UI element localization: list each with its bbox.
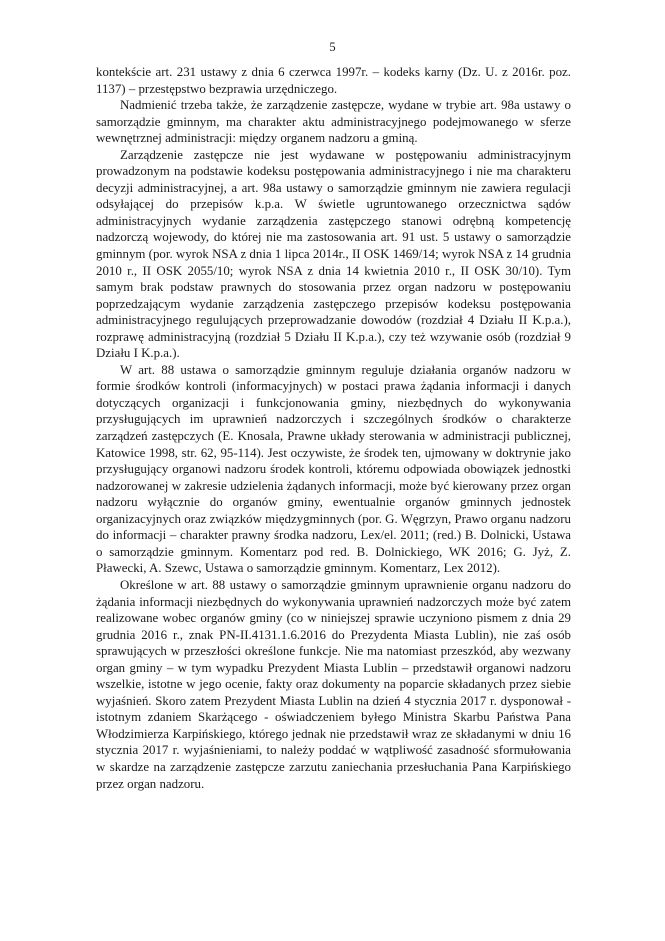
paragraph-administrative-procedure: Zarządzenie zastępcze nie jest wydawane w postępowaniu administracyjnym prowadzonym na podstawie kodeksu postępowania administracyjnego i nie ma charakteru decyzji administracyjnej, a art. 98a ustawy o samorządzie gminnym nie zawiera regulacji odsyłającej do przepisów k.p.a. W świetle ugruntowanego orzecznictwa sądów administracyjnych wydanie zarządzenia zastępczego stanowi odrębną kompetencję nadzorczą wojewody, do której nie ma zastosowania art. 91 ust. 5 ustawy o samorządzie gminnym (por. wyrok NSA z dnia 1 lipca 2014r., II OSK 1469/14; wyrok NSA z 14 grudnia 2010 r., II OSK 2055/10; wyrok NSA z dnia 14 kwietnia 2010 r., II OSK 30/10). Tym samym brak podstaw prawnych do stosowania przez organ nadzoru w postępowaniu poprzedzającym wydanie zarządzenia zastępczego przepisów kodeksu postępowania administracyjnego regulujących przeprowadzanie dowodów (rozdział 4 Działu II K.p.a.), rozprawę administracyjną (rozdział 5 Działu II K.p.a.), czy też wzywanie osób (rozdział 9 Działu I K.p.a.).	[96, 147, 571, 361]
document-body	[96, 64, 571, 792]
paragraph-continuation: kontekście art. 231 ustawy z dnia 6 czerwca 1997r. – kodeks karny (Dz. U. z 2016r. poz. 1137) – przestępstwo bezprawia urzędniczego.	[96, 65, 571, 96]
paragraph-replacement-order-nature: Nadmienić trzeba także, że zarządzenie zastępcze, wydane w trybie art. 98a ustawy o samorządzie gminnym, ma charakter aktu administracyjnego podejmowanego w sferze wewnętrznej administracji: między organem nadzoru a gminą.	[96, 98, 571, 146]
paragraph-art-88-supervision: W art. 88 ustawa o samorządzie gminnym reguluje działania organów nadzoru w formie środków kontroli (informacyjnych) w postaci prawa żądania informacji i danych dotyczących organizacji i funkcjonowania gminy, niezbędnych do wykonywania przysługujących im uprawnień nadzorczych i szczególnych środków o charakterze zarządzeń zastępczych (E. Knosala, Prawne układy sterowania w administracji publicznej, Katowice 1998, str. 62, 95-114). Jest oczywiste, że środek ten, ujmowany w doktrynie jako przysługujący organowi nadzoru środek kontroli, któremu odpowiada obowiązek jednostki nadzorowanej w zakresie udzielenia żądanych informacji, może być kierowany przez organ nadzoru wyłącznie do organów gminy, ewentualnie organów gminnych jednostek organizacyjnych oraz związków międzygminnych (por. G. Węgrzyn, Prawo organu nadzoru do informacji – charakter prawny środka nadzoru, Lex/el. 2011; (red.) B. Dolnicki, Ustawa o samorządzie gminnym. Komentarz pod red. B. Dolnickiego, WK 2016; G. Jyż, Z. Pławecki, A. Szewc, Ustawa o samorządzie gminnym. Komentarz, Lex 2012).	[96, 362, 571, 576]
page-number: 5	[329, 40, 336, 54]
paragraph-information-request: Określone w art. 88 ustawy o samorządzie gminnym uprawnienie organu nadzoru do żądania informacji niezbędnych do wykonywania uprawnień nadzorczych może być zatem realizowane wobec organów gminy (co w niniejszej sprawie uczyniono pismem z dnia 29 grudnia 2016 r., znak PN-II.4131.1.6.2016 do Prezydenta Miasta Lublin), nie zaś osób sprawujących w przeszłości określone funkcje. Nie ma natomiast przeszkód, aby wezwany organ gminy – w tym wypadku Prezydent Miasta Lublin – przedstawił organowi nadzoru wszelkie, istotne w jego ocenie, fakty oraz dokumenty na poparcie składanych przez siebie wyjaśnień. Skoro zatem Prezydent Miasta Lublin na dzień 4 stycznia 2017 r. dysponował - istotnym zdaniem Skarżącego - oświadczeniem byłego Ministra Skarbu Państwa Pana Włodzimierza Karpińskiego, którego jednak nie przedstawił wraz ze składanymi w dniu 16 stycznia 2017 r. wyjaśnieniami, to należy poddać w wątpliwość zasadność sformułowania w skardze na zarządzenie zastępcze zarzutu zaniechania przesłuchania Pana Karpińskiego przez organ nadzoru.	[96, 577, 571, 791]
